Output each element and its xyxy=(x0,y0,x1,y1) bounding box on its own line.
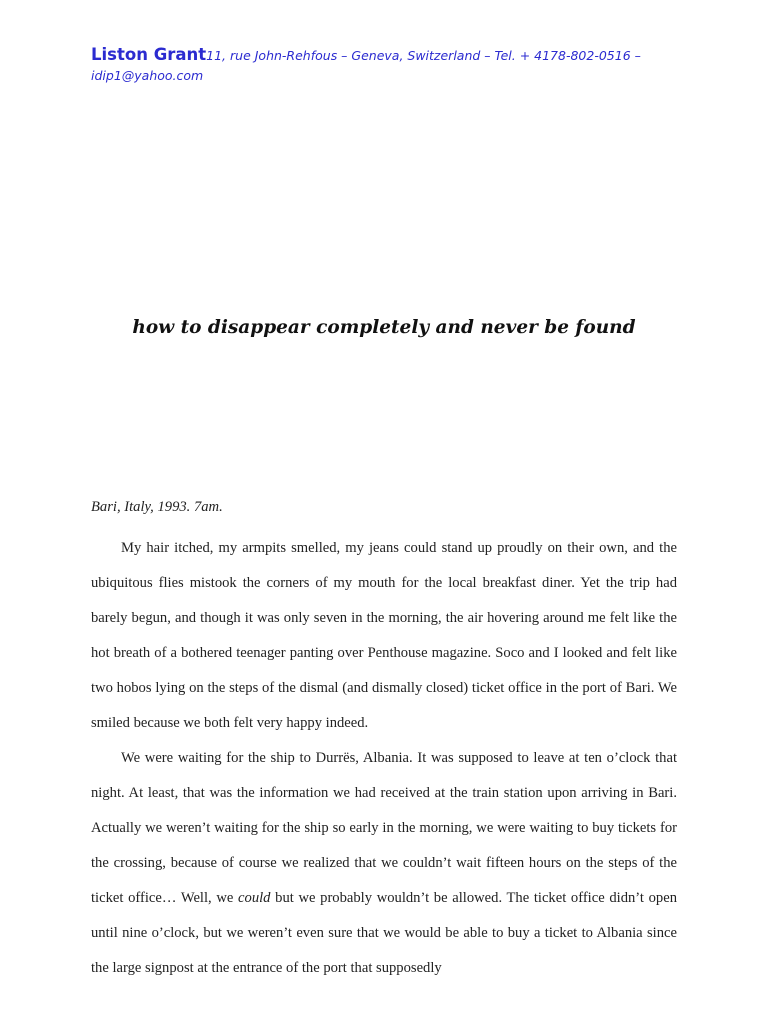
document-title: how to disappear completely and never be found xyxy=(132,317,636,338)
contact-info: 11, rue John-Rehfous – Geneva, Switzerland – Tel. + 4178-802-0516 – idip1@yahoo.com xyxy=(91,48,641,83)
paragraph-1: My hair itched, my armpits smelled, my jeans could stand up proudly on their own, and the ubiquitous flies mistook the corners of my mouth for the local breakfast diner. Yet the trip had barely begun, and though it was only seven in the morning, the air hovering around me felt like the hot breath of a bothered teenager panting over Penthouse magazine. Soco and I looked and felt like two hobos lying on the steps of the dismal (and dismally closed) ticket office in the port of Bari. We smiled because we both felt very happy indeed. xyxy=(91,540,677,731)
paragraph-2-emphasis: could xyxy=(238,890,271,906)
author-name: Liston Grant xyxy=(91,45,207,64)
paragraph-2-text-a: We were waiting for the ship to Durrës, Albania. It was supposed to leave at ten o’clock that night. At least, that was the information we had received at the train station upon arriving in Bari. Actually we weren’t waiting for the ship so early in the morning, we were waiting to buy tickets for the crossing, because of course we realized that we couldn’t wait fifteen hours on the steps of the ticket office… Well, we xyxy=(91,750,677,906)
letterhead xyxy=(91,45,691,85)
paragraph-2 xyxy=(91,741,677,986)
dateline: Bari, Italy, 1993. 7am. xyxy=(91,499,223,515)
body-text xyxy=(91,496,677,986)
paragraph-2-text-b: but we probably wouldn’t be allowed. The ticket office didn’t open until nine o’clock, but we weren’t even sure that we would be able to buy a ticket to Albania since the large signpost at the entrance of the port that supposedly xyxy=(91,890,677,976)
